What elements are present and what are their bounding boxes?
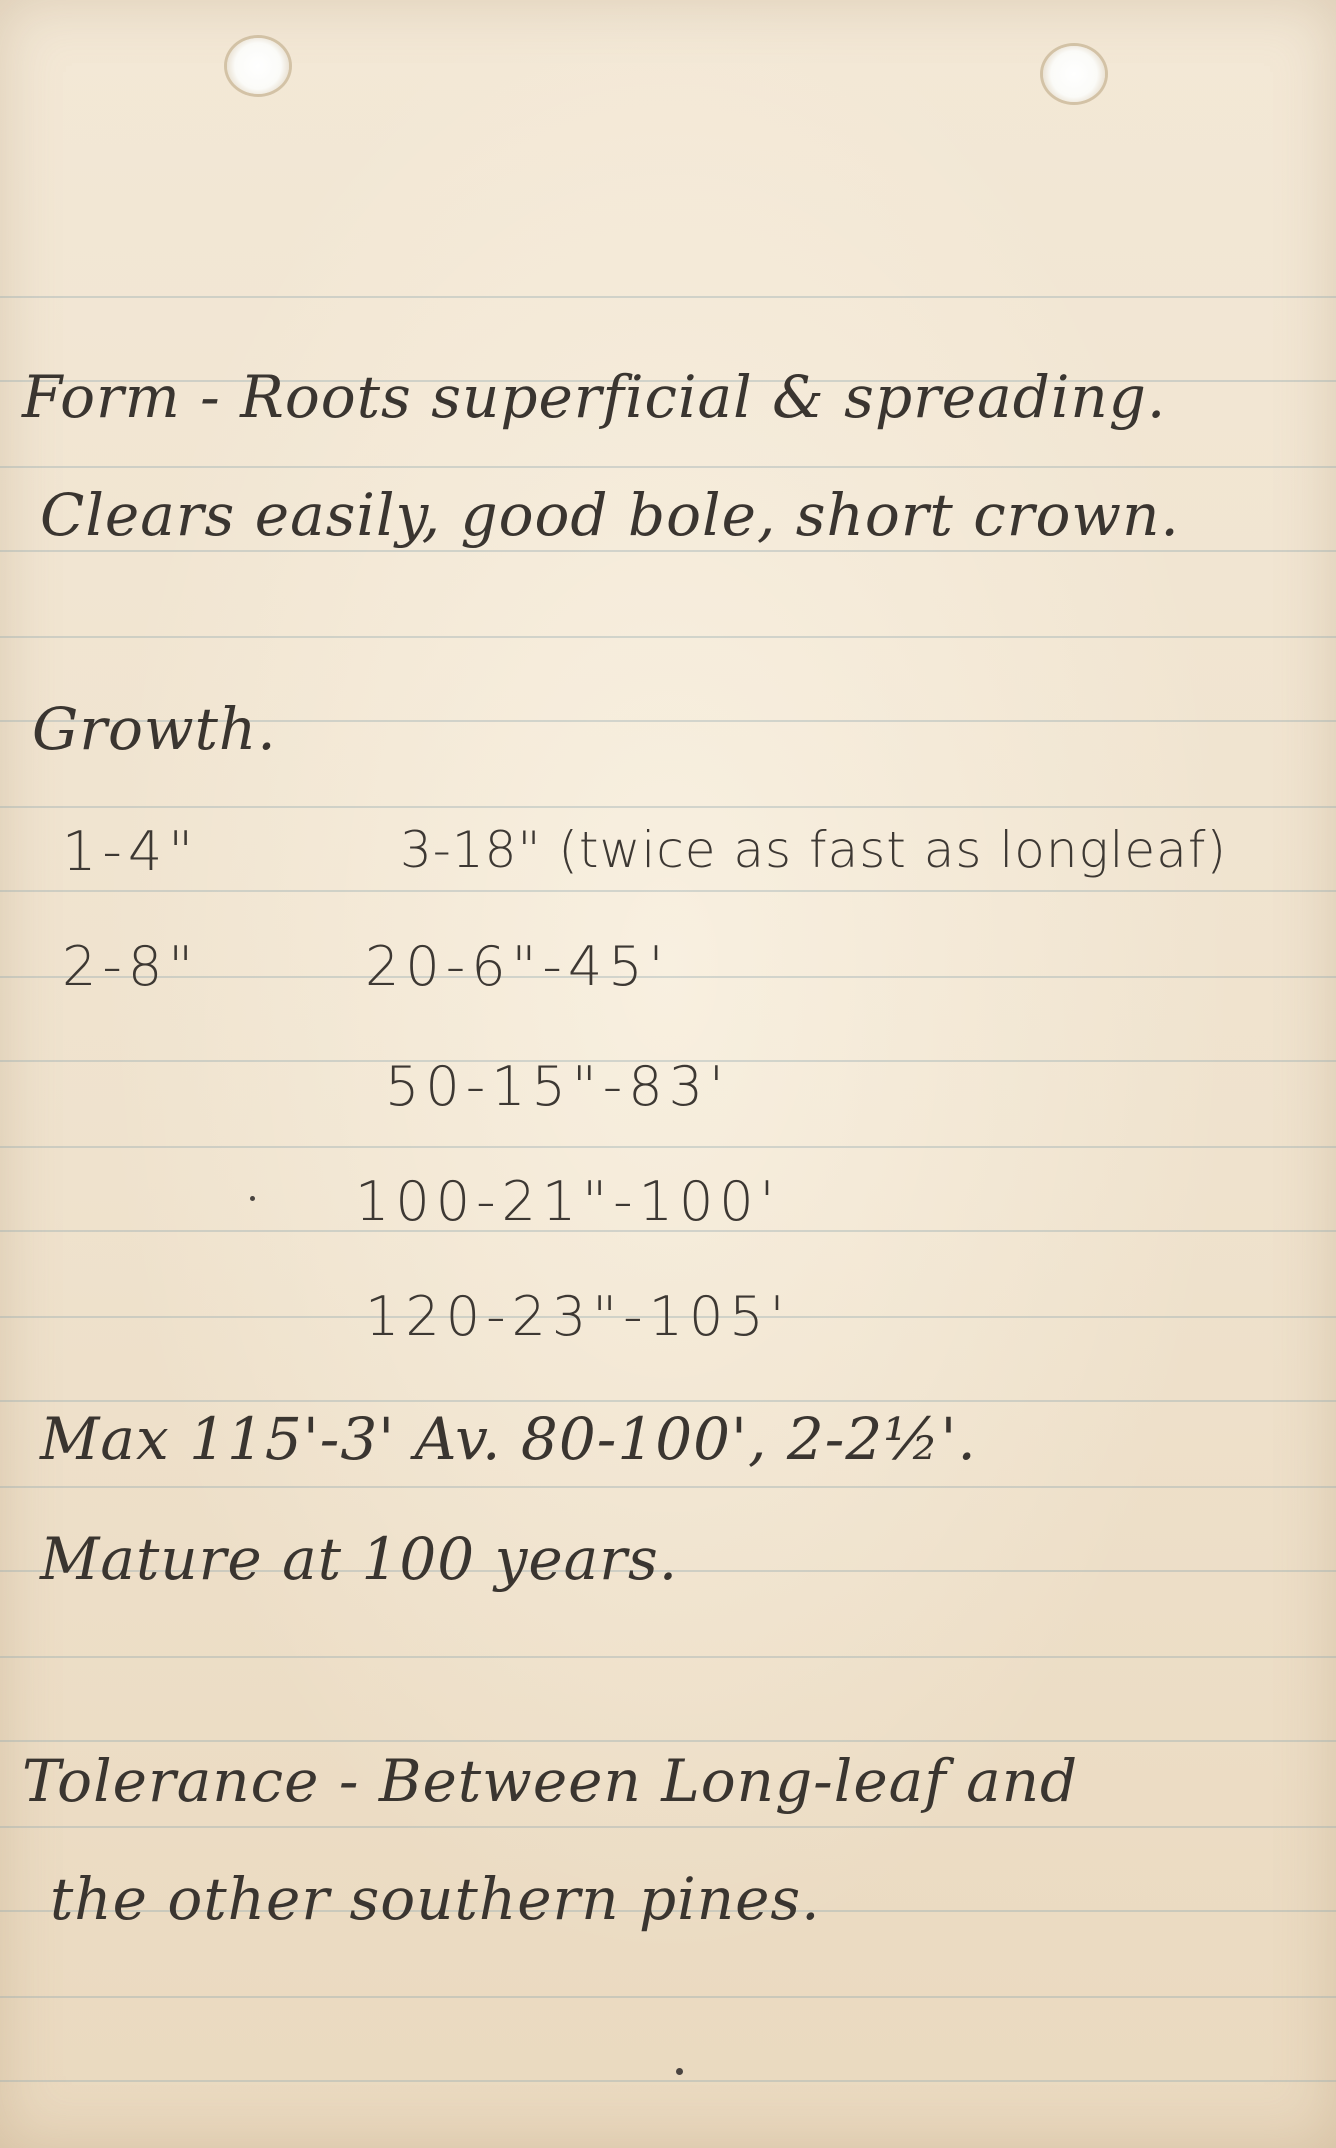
growth-left-1: 1-4" [62,820,200,883]
tolerance-line-2: the other southern pines. [50,1865,821,1933]
ruled-line [0,296,1336,298]
ruled-line [0,890,1336,892]
ruled-line [0,1486,1336,1488]
growth-left-2: 2-8" [62,935,200,998]
ruled-line [0,1400,1336,1402]
form-line-2: Clears easily, good bole, short crown. [40,481,1180,549]
growth-right-3: 50-15"-83' [385,1055,730,1118]
tolerance-line-1: Tolerance - Between Long-leaf and [22,1747,1079,1815]
ruled-line [0,2080,1336,2082]
ink-dot [676,2068,683,2075]
ruled-line [0,1826,1336,1828]
growth-right-4: 100-21"-100' [355,1170,781,1233]
growth-right-5: 120-23"-105' [365,1285,791,1348]
ruled-line [0,1146,1336,1148]
ruled-line [0,806,1336,808]
growth-right-1: 3-18" (twice as fast as longleaf) [400,821,1227,879]
punch-hole-right [1043,46,1105,102]
ink-dot [250,1196,255,1201]
ruled-line [0,466,1336,468]
growth-mature-line: Mature at 100 years. [40,1525,679,1593]
growth-max-line: Max 115'-3' Av. 80-100', 2-2½'. [40,1405,977,1473]
ruled-line [0,1656,1336,1658]
punch-hole-left [227,38,289,94]
form-line-1: Form - Roots superficial & spreading. [22,363,1167,431]
ruled-line [0,550,1336,552]
growth-heading: Growth. [32,695,277,763]
ruled-line [0,1996,1336,1998]
ruled-line [0,1740,1336,1742]
growth-right-2: 20-6"-45' [365,935,670,998]
ruled-line [0,636,1336,638]
